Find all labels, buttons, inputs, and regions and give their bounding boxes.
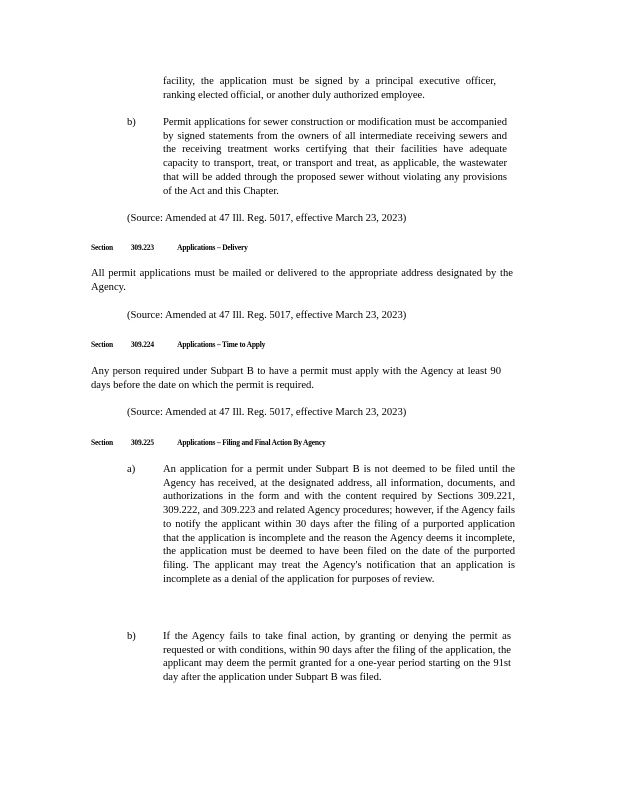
section-309-223-paragraph: All permit applications must be mailed or delivered to the appropriate address designated by the Agency. <box>91 268 513 293</box>
item-label-a: a) <box>127 464 136 475</box>
item-b-paragraph: If the Agency fails to take final action, by granting or denying the permit as requested or with conditions, within 90 days after the filing of the application, the applicant may deem the permit granted for a one-year period starting on the 91st day after the application under Subpart B was filed. <box>163 631 511 684</box>
section-label: Section <box>91 243 113 252</box>
source-note: (Source: Amended at 47 Ill. Reg. 5017, effective March 23, 2023) <box>127 310 407 321</box>
section-number: 309.225 <box>130 438 154 447</box>
section-label: Section <box>91 340 113 349</box>
section-title: Applications – Filing and Final Action By Agency <box>177 438 326 447</box>
continuation-paragraph: facility, the application must be signed by a principal executive officer, ranking elected official, or another duly authorized employee. <box>163 76 496 101</box>
section-309-224-paragraph: Any person required under Subpart B to have a permit must apply with the Agency at least 90 days before the date on which the permit is required. <box>91 366 501 391</box>
section-number: 309.224 <box>130 340 154 349</box>
section-heading-309-223 <box>91 241 248 255</box>
source-note: (Source: Amended at 47 Ill. Reg. 5017, effective March 23, 2023) <box>127 407 407 418</box>
section-label: Section <box>91 438 113 447</box>
item-b-paragraph: Permit applications for sewer construction or modification must be accompanied by signed statements from the owners of all intermediate receiving sewers and the receiving treatment works certifying that their facilities have adequate capacity to transport, treat, or transport and treat, as applicable, the wastewater that will be added through the proposed sewer without violating any provisions of the Act and this Chapter. <box>163 117 507 197</box>
section-heading-309-224 <box>91 338 265 352</box>
section-title: Applications – Delivery <box>177 243 248 252</box>
item-label-b: b) <box>127 631 136 642</box>
section-title: Applications – Time to Apply <box>177 340 266 349</box>
section-number: 309.223 <box>130 243 154 252</box>
section-heading-309-225 <box>91 436 326 450</box>
source-note: (Source: Amended at 47 Ill. Reg. 5017, effective March 23, 2023) <box>127 213 407 224</box>
item-a-paragraph: An application for a permit under Subpart B is not deemed to be filed until the Agency has received, at the designated address, all information, documents, and authorizations in the form and with the content required by Sections 309.221, 309.222, and 309.223 and related Agency procedures; however, if the Agency fails to notify the applicant within 30 days after the filing of a purported application that the application is incomplete and the reason the Agency deems it incomplete, the application must be deemed to have been filed on the date of the purported filing. The applicant may treat the Agency's notification that an application is incomplete as a denial of the application for purposes of review. <box>163 464 515 585</box>
item-label-b: b) <box>127 117 136 128</box>
